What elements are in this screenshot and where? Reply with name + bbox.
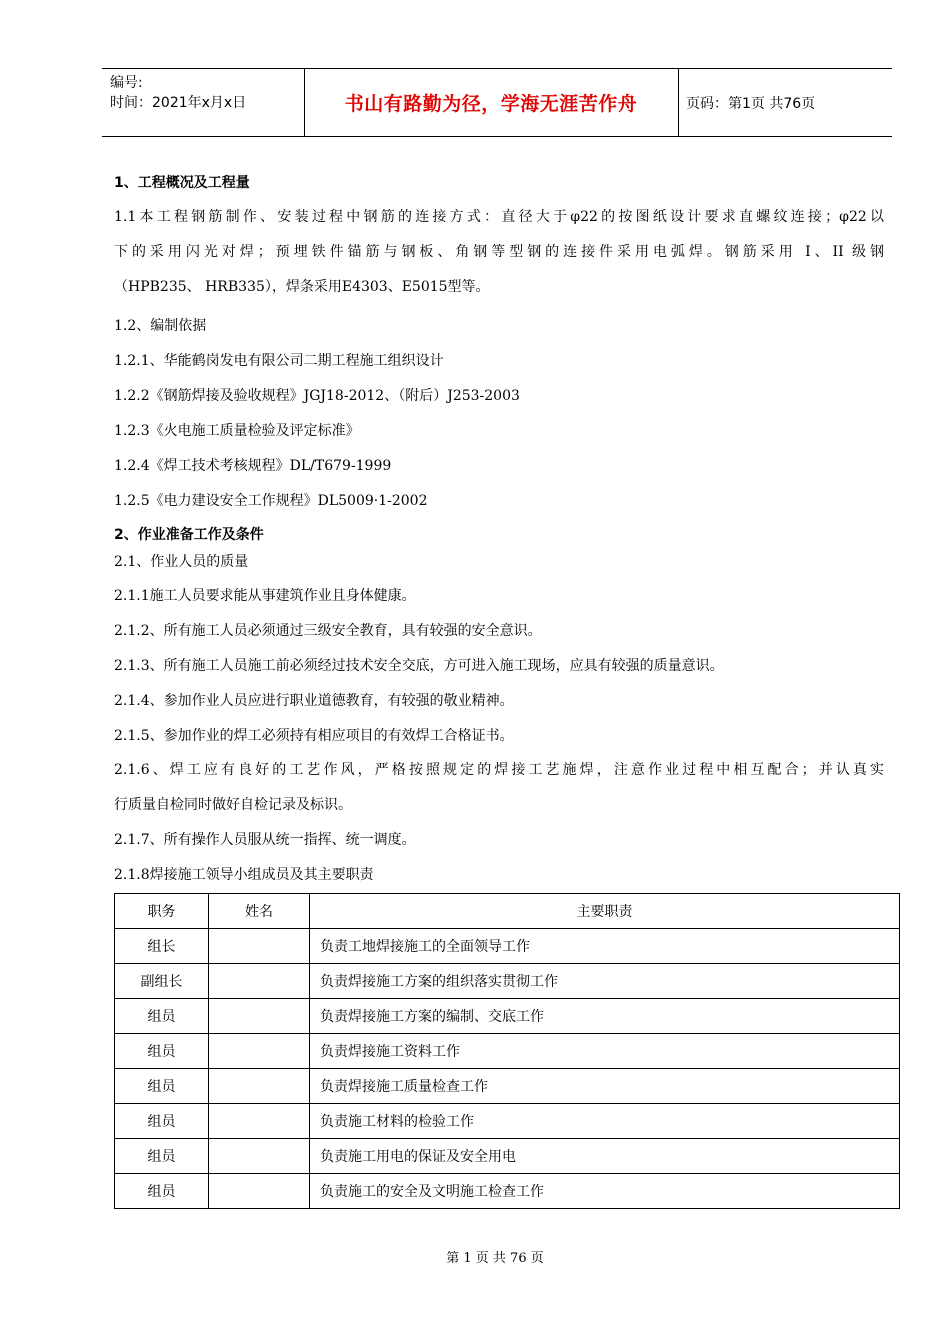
cell-position: 组长 <box>115 929 209 964</box>
body-line: 下的采用闪光对焊；预埋铁件锚筋与钢板、角钢等型钢的连接件采用电弧焊。钢筋采用 I、II 级钢 <box>114 244 884 260</box>
cell-name <box>209 929 310 964</box>
body-line: 2.1.8焊接施工领导小组成员及其主要职责 <box>114 867 374 883</box>
table-row <box>115 1174 900 1209</box>
page-header <box>102 68 892 137</box>
cell-name <box>209 1069 310 1104</box>
column-header-position: 职务 <box>115 894 209 929</box>
body-line: 1.2.1、华能鹤岗发电有限公司二期工程施工组织设计 <box>114 353 444 369</box>
table-row <box>115 929 900 964</box>
table-row <box>115 1069 900 1104</box>
welding-team-table <box>114 893 900 1209</box>
cell-position: 组员 <box>115 1034 209 1069</box>
cell-name <box>209 999 310 1034</box>
header-page-number: 页码：第1页 共76页 <box>686 95 816 112</box>
body-line: 2.1.6、焊工应有良好的工艺作风，严格按照规定的焊接工艺施焊，注意作业过程中相互配合；并认真实 <box>114 762 884 778</box>
cell-duty: 负责施工材料的检验工作 <box>310 1104 900 1139</box>
body-line: 2.1.1施工人员要求能从事建筑作业且身体健康。 <box>114 588 416 604</box>
column-header-duties: 主要职责 <box>310 894 900 929</box>
table-row <box>115 1139 900 1174</box>
body-line: （HPB235、 HRB335），焊条采用E4303、E5015型等。 <box>114 279 490 295</box>
body-line: 1.2.5《电力建设安全工作规程》DL5009·1-2002 <box>114 493 428 509</box>
cell-duty: 负责工地焊接施工的全面领导工作 <box>310 929 900 964</box>
cell-name <box>209 1034 310 1069</box>
header-meta <box>110 73 246 113</box>
document-date: 时间：2021年x月x日 <box>110 95 247 111</box>
table-row <box>115 1034 900 1069</box>
cell-position: 组员 <box>115 1174 209 1209</box>
header-motto: 书山有路勤为径，学海无涯苦作舟 <box>344 93 638 115</box>
body-line: 1.2.2《钢筋焊接及验收规程》JGJ18-2012、（附后）J253-2003 <box>114 388 520 404</box>
body-line: 1.1本工程钢筋制作、安装过程中钢筋的连接方式：直径大于φ22的按图纸设计要求直螺纹连接；φ22以 <box>114 209 884 225</box>
table-row <box>115 1104 900 1139</box>
body-line: 2.1.5、参加作业的焊工必须持有相应项目的有效焊工合格证书。 <box>114 728 514 744</box>
page-footer: 第 1 页 共 76 页 <box>446 1251 544 1266</box>
cell-duty: 负责焊接施工方案的编制、交底工作 <box>310 999 900 1034</box>
table-row <box>115 964 900 999</box>
body-line: 1.2.3《火电施工质量检验及评定标准》 <box>114 423 360 439</box>
cell-position: 组员 <box>115 1104 209 1139</box>
body-line: 2.1.3、所有施工人员施工前必须经过技术安全交底，方可进入施工现场，应具有较强的质量意识。 <box>114 658 724 674</box>
cell-position: 副组长 <box>115 964 209 999</box>
body-line: 1.2.4《焊工技术考核规程》DL/T679-1999 <box>114 458 392 474</box>
cell-duty: 负责施工的安全及文明施工检查工作 <box>310 1174 900 1209</box>
body-line: 2.1、作业人员的质量 <box>114 554 249 570</box>
body-line: 1.2、编制依据 <box>114 318 207 334</box>
table-header-row <box>115 894 900 929</box>
cell-position: 组员 <box>115 1139 209 1174</box>
body-line: 行质量自检同时做好自检记录及标识。 <box>114 797 352 813</box>
section-heading: 2、作业准备工作及条件 <box>114 527 264 543</box>
body-line: 2.1.4、参加作业人员应进行职业道德教育，有较强的敬业精神。 <box>114 693 514 709</box>
cell-position: 组员 <box>115 1069 209 1104</box>
cell-name <box>209 1104 310 1139</box>
table-row <box>115 999 900 1034</box>
cell-name <box>209 1174 310 1209</box>
cell-duty: 负责施工用电的保证及安全用电 <box>310 1139 900 1174</box>
cell-position: 组员 <box>115 999 209 1034</box>
cell-duty: 负责焊接施工质量检查工作 <box>310 1069 900 1104</box>
column-header-name: 姓名 <box>209 894 310 929</box>
cell-name <box>209 964 310 999</box>
cell-name <box>209 1139 310 1174</box>
body-line: 2.1.7、所有操作人员服从统一指挥、统一调度。 <box>114 832 416 848</box>
cell-duty: 负责焊接施工方案的组织落实贯彻工作 <box>310 964 900 999</box>
cell-duty: 负责焊接施工资料工作 <box>310 1034 900 1069</box>
header-divider <box>678 69 679 136</box>
body-line: 2.1.2、所有施工人员必须通过三级安全教育，具有较强的安全意识。 <box>114 623 542 639</box>
document-number-label: 编号: <box>110 75 143 91</box>
section-heading: 1、工程概况及工程量 <box>114 175 250 191</box>
